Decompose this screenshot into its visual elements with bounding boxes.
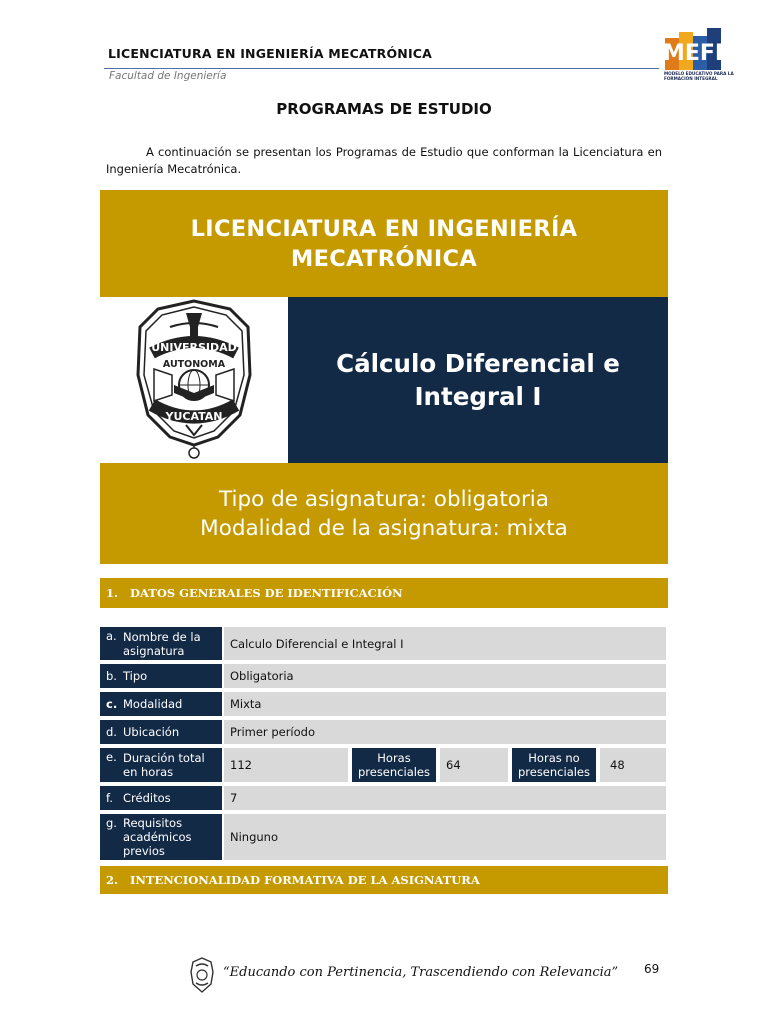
row-label bbox=[100, 786, 222, 810]
footer-motto: “Educando con Pertinencia, Trascendiendo con Relevancia” bbox=[223, 965, 619, 980]
row-letter: d. bbox=[106, 725, 117, 739]
table-row bbox=[100, 814, 668, 860]
in-person-hours-value: 64 bbox=[440, 748, 508, 782]
table-row bbox=[100, 692, 668, 716]
row-label bbox=[100, 814, 222, 860]
row-value: Mixta bbox=[224, 692, 666, 716]
row-label-text: Duración total en horas bbox=[123, 751, 205, 779]
table-row bbox=[100, 786, 668, 810]
table-row bbox=[100, 748, 668, 782]
row-value: 7 bbox=[224, 786, 666, 810]
intro-paragraph: A continuación se presentan los Programas de Estudio que conforman la Licenciatura en Ingeniería Mecatrónica. bbox=[106, 145, 662, 176]
logo-caption: MODELO EDUCATIVO PARA LA FORMACIÓN INTEGRAL bbox=[664, 71, 734, 81]
row-letter: f. bbox=[106, 791, 113, 805]
section-2-title: INTENCIONALIDAD FORMATIVA DE LA ASIGNATURA bbox=[130, 873, 480, 887]
banner-line-2: MECATRÓNICA bbox=[290, 245, 478, 272]
row-label-text: Ubicación bbox=[123, 725, 180, 739]
table-row bbox=[100, 720, 668, 744]
row-value: Ninguno bbox=[224, 814, 666, 860]
row-letter: e. bbox=[106, 750, 117, 764]
row-label-text: Créditos bbox=[123, 791, 171, 805]
seal-bottom-text: YUCATAN bbox=[165, 410, 223, 423]
row-letter: c. bbox=[106, 697, 118, 711]
section-2-header bbox=[100, 866, 668, 894]
footer-seal-icon bbox=[189, 956, 215, 994]
subject-type-banner bbox=[100, 463, 668, 564]
seal-top-text: UNIVERSIDAD bbox=[151, 341, 237, 354]
in-person-hours-label: Horas presenciales bbox=[352, 748, 436, 782]
row-label-text: Nombre de la asignatura bbox=[123, 629, 201, 658]
mefi-logo bbox=[662, 26, 732, 94]
page-title: PROGRAMAS DE ESTUDIO bbox=[276, 100, 492, 118]
logo-text: MEFI bbox=[662, 41, 724, 66]
page-number: 69 bbox=[644, 962, 660, 976]
subject-mode-line: Modalidad de la asignatura: mixta bbox=[200, 515, 568, 541]
section-1-title: DATOS GENERALES DE IDENTIFICACIÓN bbox=[130, 586, 403, 600]
section-2-number: 2. bbox=[106, 873, 119, 887]
row-value: Calculo Diferencial e Integral I bbox=[224, 627, 666, 660]
table-row bbox=[100, 627, 668, 660]
row-label-text: Modalidad bbox=[123, 697, 183, 711]
row-label bbox=[100, 748, 222, 782]
header-rule bbox=[104, 68, 659, 69]
course-title-panel bbox=[288, 297, 668, 463]
row-label bbox=[100, 627, 222, 660]
faculty-name: Facultad de Ingeniería bbox=[109, 70, 227, 82]
row-label bbox=[100, 692, 222, 716]
section-1-header bbox=[100, 578, 668, 608]
seal-panel bbox=[100, 297, 288, 463]
total-hours-value: 112 bbox=[224, 748, 348, 782]
row-label bbox=[100, 720, 222, 744]
course-title-line-1: Cálculo Diferencial e bbox=[336, 349, 620, 378]
subject-type-line: Tipo de asignatura: obligatoria bbox=[219, 486, 549, 512]
table-row bbox=[100, 664, 668, 688]
row-letter: g. bbox=[106, 816, 117, 830]
section-1-number: 1. bbox=[106, 586, 119, 600]
course-title-line-2: Integral I bbox=[414, 382, 542, 411]
row-label-text: Tipo bbox=[123, 669, 148, 683]
program-banner bbox=[100, 190, 668, 297]
row-letter: b. bbox=[106, 669, 117, 683]
row-label-text: Requisitos académicos previos bbox=[123, 816, 192, 858]
remote-hours-value: 48 bbox=[600, 748, 666, 782]
university-seal-icon bbox=[100, 297, 288, 463]
row-label bbox=[100, 664, 222, 688]
row-value: Primer período bbox=[224, 720, 666, 744]
remote-hours-label: Horas no presenciales bbox=[512, 748, 596, 782]
row-letter: a. bbox=[106, 629, 117, 643]
banner-line-1: LICENCIATURA EN INGENIERÍA bbox=[190, 215, 578, 242]
row-value: Obligatoria bbox=[224, 664, 666, 688]
program-title: LICENCIATURA EN INGENIERÍA MECATRÓNICA bbox=[108, 46, 433, 61]
seal-mid-text: AUTONOMA bbox=[162, 359, 226, 370]
